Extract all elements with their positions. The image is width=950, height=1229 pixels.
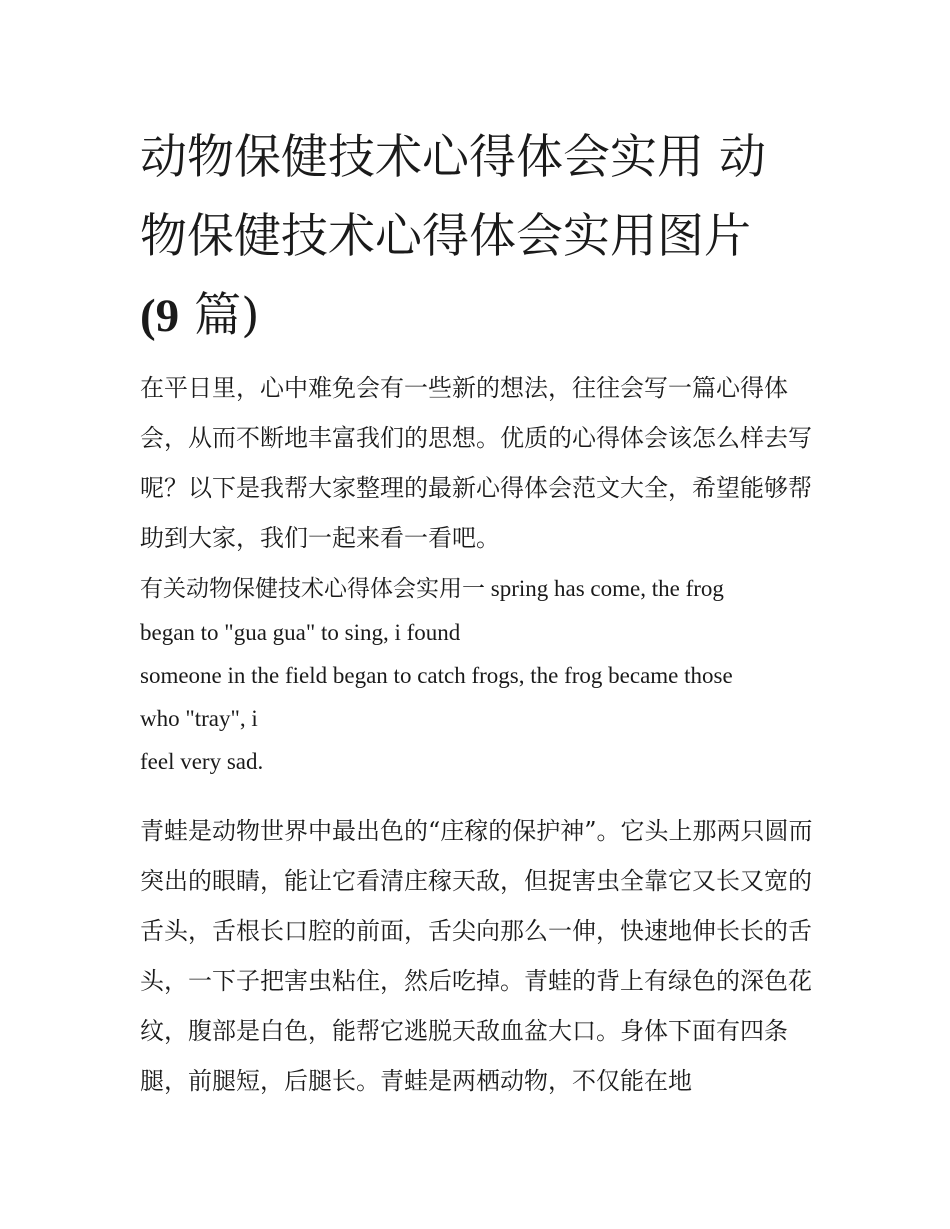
frog-paragraph: 青蛙是动物世界中最出色的“庄稼的保护神”。它头上那两只圆而突出的眼睛，能让它看清庄稼天敌，但捉害虫全靠它又长又宽的舌头，舌根长口腔的前面，舌尖向那么一伸，快速地伸长长的舌头，一下子把害虫粘住，然后吃掉。青蛙的背上有绿色的深色花纹，腹部是白色，能帮它逃脱天敌血盆大口。身体下面有四条腿，前腿短，后腿长。青蛙是两栖动物，不仅能在地 [140,817,813,1095]
section-1-paragraph [140,567,816,783]
document-page [140,118,816,1106]
english-line-4: who "tray", i [140,706,258,731]
intro-paragraph: 在平日里，心中难免会有一些新的想法，往往会写一篇心得体会，从而不断地丰富我们的思想。优质的心得体会该怎么样去写呢？以下是我帮大家整理的最新心得体会范文大全，希望能够帮助到大家，我们一起来看一看吧。 [140,374,812,552]
title-line-2: 物保健技术心得体会实用图片 [140,209,751,264]
english-line-1: spring has come, the frog [490,576,724,601]
title-line-1: 动物保健技术心得体会实用 动 [140,130,766,185]
document-title [140,118,816,356]
title-count: (9 [140,290,180,342]
english-line-2: began to "gua gua" to sing, i found [140,620,461,645]
section-1-heading: 有关动物保健技术心得体会实用一 [140,576,485,602]
title-line-3 [140,276,816,356]
english-line-3: someone in the field began to catch frogs, the frog became those [140,663,733,688]
title-suffix: 篇) [194,288,260,343]
english-line-5: feel very sad. [140,749,264,774]
